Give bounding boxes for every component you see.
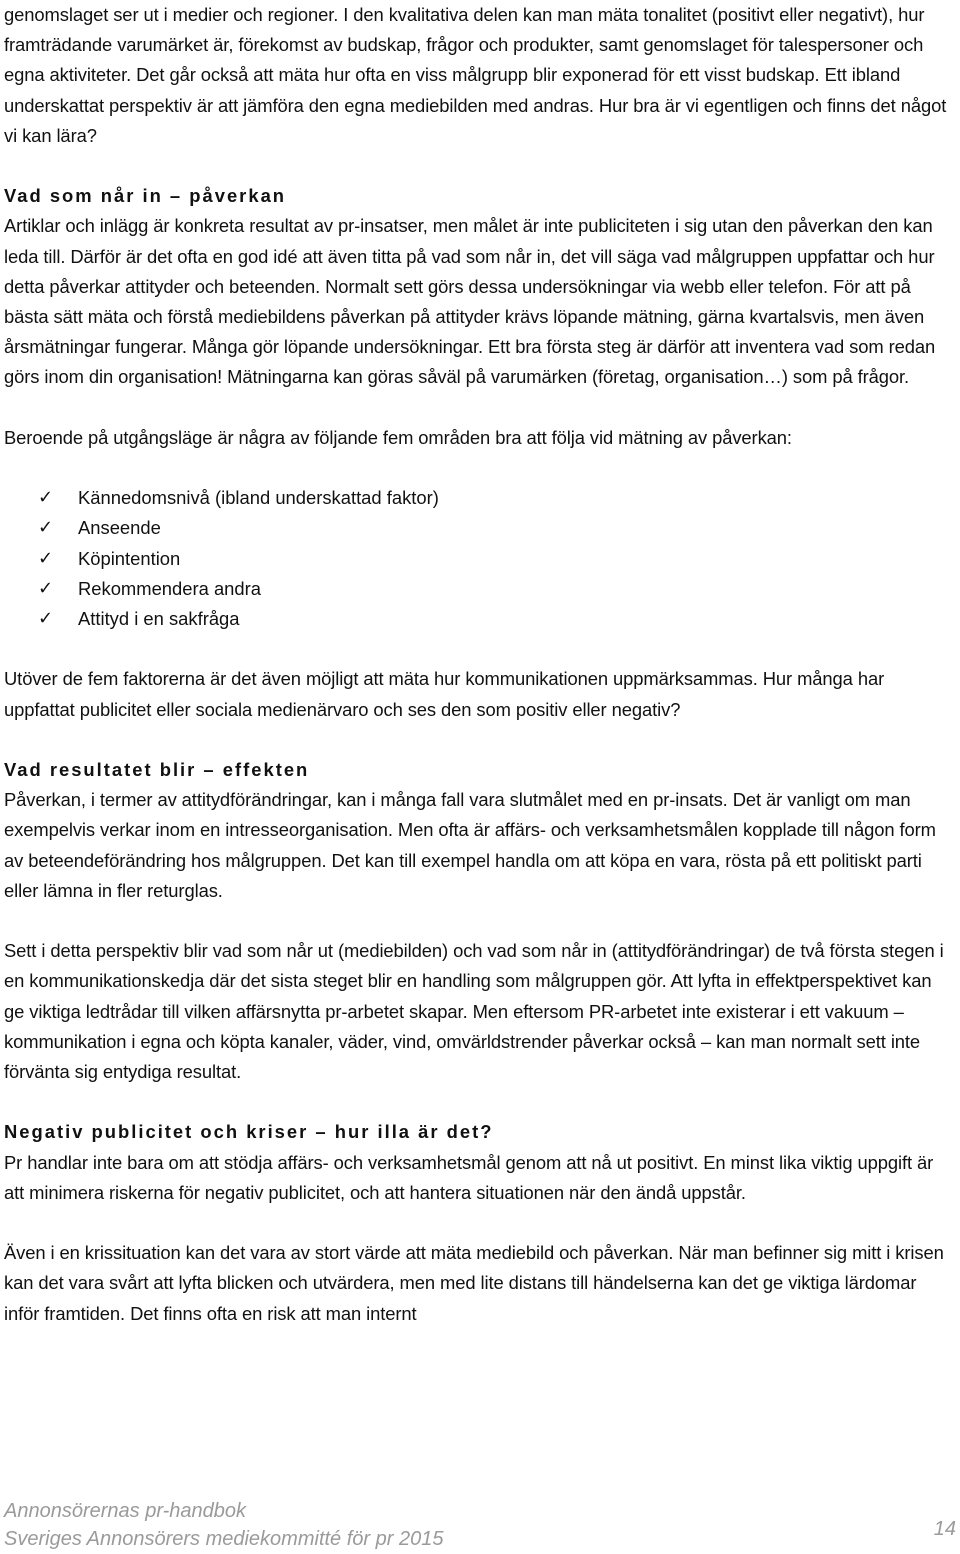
footer-title: Annonsörernas pr-handbok bbox=[4, 1500, 247, 1522]
page-number: 14 bbox=[933, 1518, 956, 1540]
paverkan-paragraph: Artiklar och inlägg är konkreta resultat av pr-insatser, men målet är inte publiciteten i sig utan den påverkan den kan leda till. Därför är det ofta en god idé att även titta på vad som når in, det vill säga vad målgruppen uppfattar och hur detta påverkar attityder och beteenden. Normalt sett görs dessa undersökningar via webb eller telefon. För att på bästa sätt mäta och förstå mediebildens påverkan på attityder krävs löpande mätning, gärna kvartalsvis, men även årsmätningar fungerar. Många gör löpande undersökningar. Ett bra första steg är därför att inventera vad som redan görs inom din organisation! Mätningarna kan göras såväl på varumärken (företag, organisation…) som på frågor. bbox=[4, 215, 936, 388]
list-item: ✓ Attityd i en sakfråga bbox=[4, 604, 950, 634]
heading-paverkan: Vad som når in – påverkan bbox=[4, 185, 287, 207]
checkmark-icon: ✓ bbox=[38, 517, 54, 539]
heading-kriser: Negativ publicitet och kriser – hur illa är det? bbox=[4, 1121, 494, 1143]
intro-paragraph: genomslaget ser ut i medier och regioner. I den kvalitativa delen kan man mäta tonalitet (positivt eller negativt), hur framträdande varumärket är, förekomst av budskap, frågor och produkter, samt genomslaget för talespersoner och egna aktiviteter. Det går också att mäta hur ofta en viss målgrupp blir exponerad för ett visst budskap. Ett ibland underskattat perspektiv är att jämföra den egna mediebilden med andras. Hur bra är vi egentligen och finns det något vi kan lära? bbox=[4, 4, 947, 146]
effekten-paragraph-2: Sett i detta perspektiv blir vad som når ut (mediebilden) och vad som når in (attitydförändringar) de två första stegen i en kommunikationskedja där det sista steget blir en handling som målgruppen gör. Att lyfta in effektperspektivet kan ge viktiga ledtrådar till vilken affärsnytta pr-arbetet skapar. Men eftersom PR-arbetet inte existerar i ett vakuum – kommunikation i egna och köpta kanaler, väder, vind, omvärldstrender påverkar också – kan man normalt sett inte förvänta sig entydiga resultat. bbox=[4, 940, 944, 1083]
checkmark-icon: ✓ bbox=[38, 608, 54, 630]
list-intro-paragraph: Beroende på utgångsläge är några av följande fem områden bra att följa vid mätning av påverkan: bbox=[4, 426, 792, 448]
page-footer bbox=[4, 1496, 960, 1554]
document-page bbox=[4, 0, 950, 1329]
effekten-paragraph-1: Påverkan, i termer av attitydförändringar, kan i många fall vara slutmålet med en pr-insats. Det är vanligt om man exempelvis verkar inom en intresseorganisation. Men ofta är affärs- och verksamhetsmålen kopplade till någon form av beteendeförändring hos målgruppen. Det kan till exempel handla om att köpa en vara, rösta på ett politiskt parti eller lämna in fler returglas. bbox=[4, 789, 936, 901]
checkmark-icon: ✓ bbox=[38, 577, 54, 599]
list-item: ✓ Kännedomsnivå (ibland underskattad faktor) bbox=[4, 483, 950, 513]
checkmark-icon: ✓ bbox=[38, 487, 54, 509]
kriser-paragraph-2: Även i en krissituation kan det vara av stort värde att mäta mediebild och påverkan. När man befinner sig mitt i krisen kan det vara svårt att lyfta blicken och utvärdera, men med lite distans till händelserna kan det ge viktiga lärdomar inför framtiden. Det finns ofta en risk att man internt bbox=[4, 1242, 944, 1324]
list-item: ✓ Anseende bbox=[4, 513, 950, 543]
kriser-paragraph-1: Pr handlar inte bara om att stödja affärs- och verksamhetsmål genom att nå ut positivt. En minst lika viktig uppgift är att minimera riskerna för negativ publicitet, och att hantera situationen när den ändå uppstår. bbox=[4, 1151, 934, 1203]
factor-list bbox=[4, 483, 950, 634]
footer-subtitle: Sveriges Annonsörers mediekommitté för pr 2015 bbox=[4, 1528, 444, 1550]
list-item: ✓ Rekommendera andra bbox=[4, 574, 950, 604]
list-item: ✓ Köpintention bbox=[4, 544, 950, 574]
checkmark-icon: ✓ bbox=[38, 547, 54, 569]
heading-effekten: Vad resultatet blir – effekten bbox=[4, 759, 310, 780]
after-list-paragraph: Utöver de fem faktorerna är det även möjligt att mäta hur kommunikationen uppmärksammas. Hur många har uppfattat publicitet eller sociala medienärvaro och ses den som positiv eller negativ? bbox=[4, 668, 885, 720]
